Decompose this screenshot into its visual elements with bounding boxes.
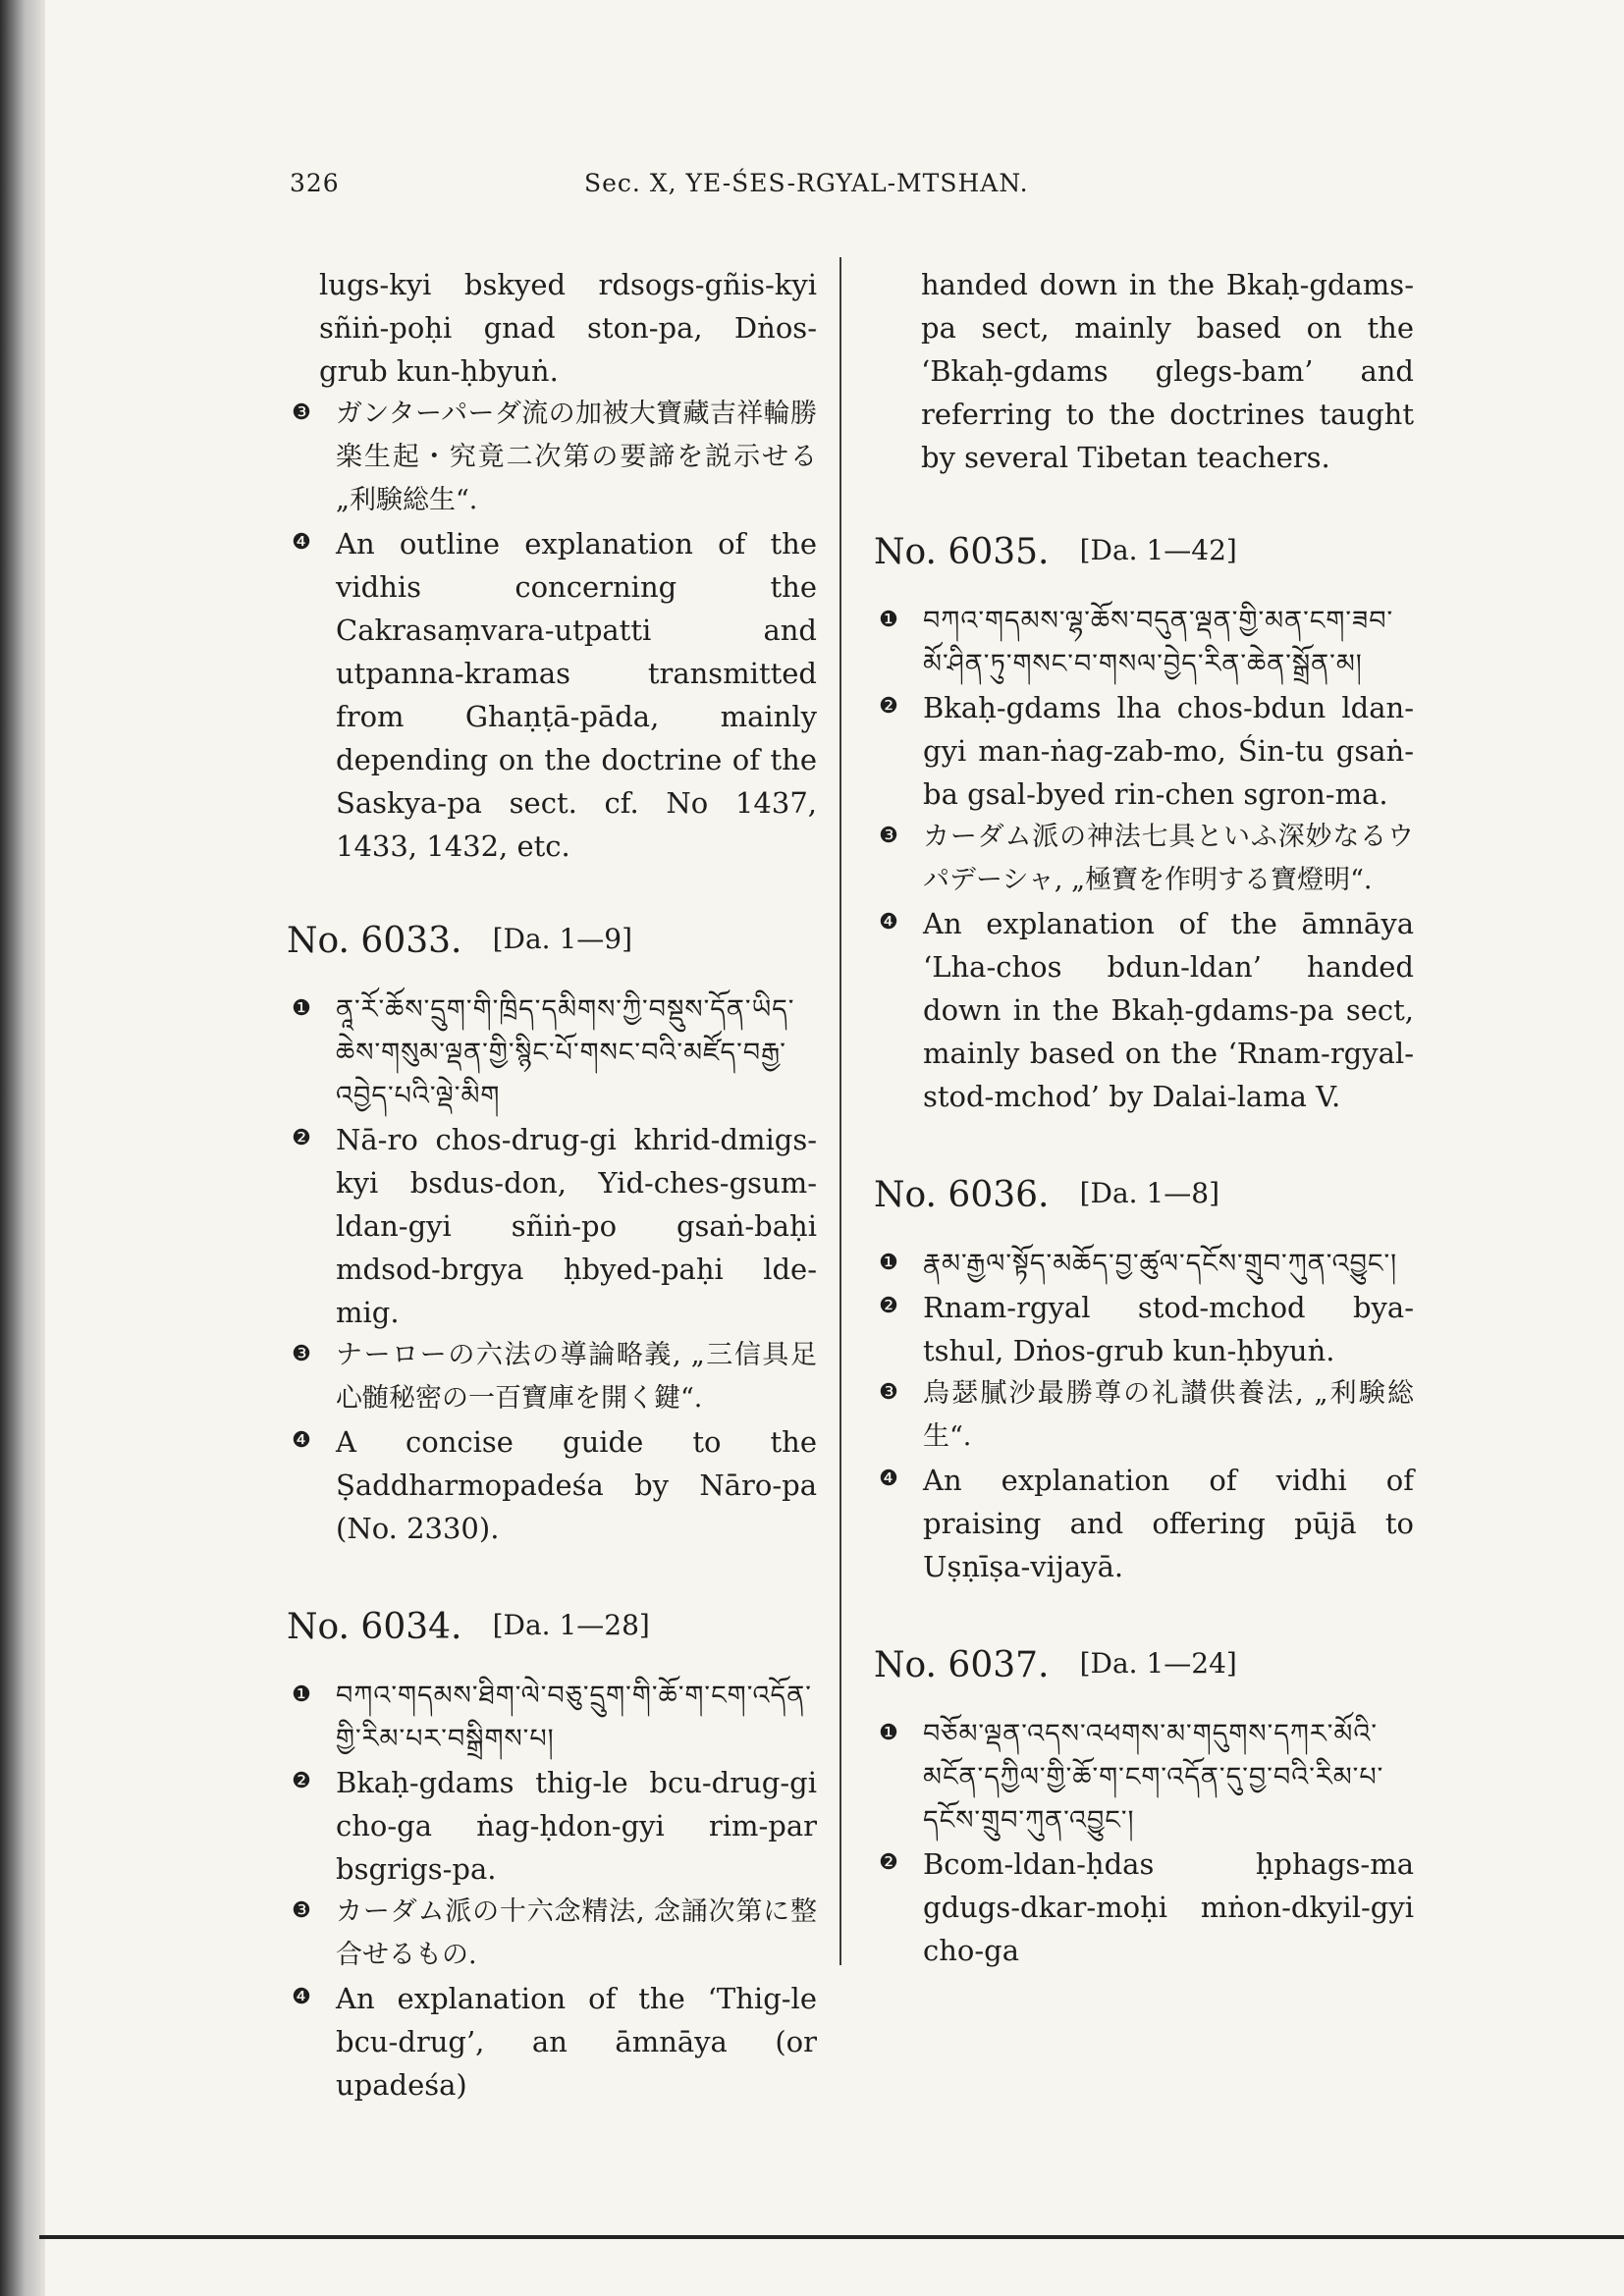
list-item: [874, 1372, 1414, 1459]
book-spine-shadow: [0, 0, 45, 2296]
marker-1-icon: ❶: [879, 1251, 898, 1275]
list-item: [287, 393, 817, 522]
page-number: 326: [290, 169, 340, 197]
list-item: [287, 522, 817, 868]
list-item: [874, 1286, 1414, 1372]
list-item: [874, 816, 1414, 902]
english-description: A concise guide to the Ṣaddharmopadeśa by Nāro-pa (No. 2330).: [336, 1425, 817, 1545]
entry-reference: [Da. 1—9]: [492, 923, 633, 955]
transliterated-title: Bkaḥ-gdams thig-le bcu-drug-gi cho-ga ṅag-ḥdon-gyi rim-par bsgrigs-pa.: [336, 1766, 817, 1886]
entry-number: No. 6036.: [874, 1175, 1050, 1215]
marker-4-icon: ❹: [292, 1428, 311, 1453]
list-item: [874, 600, 1414, 686]
japanese-title: ガンターパーダ流の加被大寶藏吉祥輪勝楽生起・究竟二次第の要諦を説示せる „利験総生“.: [336, 399, 817, 515]
marker-4-icon: ❹: [292, 1985, 311, 2009]
entry-reference: [Da. 1—42]: [1079, 534, 1237, 566]
section-title: Sec. X, YE-ŚES-RGYAL-MTSHAN.: [584, 169, 1029, 197]
entry-number: No. 6037.: [874, 1645, 1050, 1685]
entry-number: No. 6034.: [287, 1607, 462, 1647]
left-column: [287, 263, 817, 2107]
marker-3-icon: ❸: [292, 1898, 311, 1923]
entry-heading: [874, 1645, 1414, 1685]
english-description: An explanation of the ‘Thig-le bcu-drug’, an āmnāya (or upadeśa): [336, 1982, 817, 2102]
continuation-text: lugs-kyi bskyed rdsogs-gñis-kyi sñiṅ-poḥi gnad ston-pa, Dṅos-grub kun-ḥbyuṅ.: [319, 268, 817, 388]
marker-3-icon: ❸: [879, 1380, 898, 1405]
entry-number: No. 6033.: [287, 921, 462, 961]
list-item: [287, 1891, 817, 1977]
marker-4-icon: ❹: [879, 1467, 898, 1491]
list-item: [874, 1713, 1414, 1842]
list-item: [287, 1977, 817, 2107]
column-divider: [839, 257, 841, 1965]
english-description: An outline explanation of the vidhis concerning the Cakrasaṃvara-utpatti and utpanna-kramas transmitted from Ghaṇṭā-pāda, mainly depending on the doctrine of the Saskya-pa sect. cf. No 1437, 1433, 1432, etc.: [336, 527, 817, 863]
list-item: [287, 1761, 817, 1891]
transliterated-title: Rnam-rgyal stod-mchod bya-tshul, Dṅos-grub kun-ḥbyuṅ.: [923, 1291, 1414, 1367]
entry-reference: [Da. 1—8]: [1079, 1177, 1220, 1209]
list-item: [874, 902, 1414, 1118]
list-item: [287, 1118, 817, 1334]
tibetan-title: བཅོམ་ལྡན་འདས་འཕགས་མ་གདུགས་དཀར་མོའི་མངོན་དཀྱིལ་གྱི་ཆོ་ག་ངག་འདོན་དུ་བྱ་བའི་རིམ་པ་དངོས་གྲུབ་ཀུན་འབྱུང་།: [923, 1719, 1384, 1836]
japanese-title: カーダム派の神法七具といふ深妙なるウパデーシャ, „極寶を作明する寶燈明“.: [923, 822, 1414, 895]
continuation-text: handed down in the Bkaḥ-gdams-pa sect, mainly based on the ‘Bkaḥ-gdams glegs-bam’ and referring to the doctrines taught by several Tibetan teachers.: [921, 268, 1414, 474]
tibetan-title: ནཱ་རོ་ཆོས་དྲུག་གི་ཁྲིད་དམིགས་ཀྱི་བསྡུས་དོན་ཡིད་ཆེས་གསུམ་ལྡན་གྱི་སྙིང་པོ་གསང་བའི་མཛོད་བརྒྱ་འབྱེད་པའི་ལྡེ་མིག: [336, 994, 795, 1111]
entry-heading: [874, 532, 1414, 572]
marker-3-icon: ❸: [292, 1342, 311, 1366]
marker-3-icon: ❸: [292, 400, 311, 425]
marker-3-icon: ❸: [879, 824, 898, 848]
marker-1-icon: ❶: [292, 1682, 311, 1707]
marker-2-icon: ❷: [292, 1126, 311, 1150]
list-item: [874, 686, 1414, 816]
entry-heading: [874, 1175, 1414, 1215]
entry-heading: [287, 921, 817, 961]
transliterated-title: Nā-ro chos-drug-gi khrid-dmigs-kyi bsdus-don, Yid-ches-gsum-ldan-gyi sñiṅ-po gsaṅ-baḥi mdsod-brgya ḥbyed-paḥi lde-mig.: [336, 1123, 817, 1329]
list-item: [874, 1459, 1414, 1588]
english-description: An explanation of the āmnāya ‘Lha-chos bdun-ldan’ handed down in the Bkaḥ-gdams-pa sect, mainly based on the ‘Rnam-rgyal-stod-mchod’ by Dalai-lama V.: [923, 907, 1414, 1113]
page-header: [290, 169, 1370, 208]
tibetan-title: བཀའ་གདམས་ལྷ་ཆོས་བདུན་ལྡན་གྱི་མན་ངག་ཟབ་མོ་ཤིན་ཏུ་གསང་བ་གསལ་བྱེད་རིན་ཆེན་སྒྲོན་མ།: [923, 606, 1394, 679]
list-item: [287, 988, 817, 1118]
marker-1-icon: ❶: [879, 608, 898, 632]
list-item: [287, 1675, 817, 1761]
list-item: [287, 1420, 817, 1550]
japanese-title: カーダム派の十六念精法, 念誦次第に整合せるもの.: [336, 1896, 817, 1970]
english-description: An explanation of vidhi of praising and offering pūjā to Uṣṇīṣa-vijayā.: [923, 1464, 1414, 1583]
marker-2-icon: ❷: [879, 1850, 898, 1875]
japanese-title: ナーローの六法の導論略義, „三信具足心髄秘密の一百寶庫を開く鍵“.: [336, 1340, 817, 1414]
marker-4-icon: ❹: [292, 530, 311, 555]
marker-2-icon: ❷: [292, 1769, 311, 1793]
entry-heading: [287, 1607, 817, 1647]
marker-2-icon: ❷: [879, 1294, 898, 1318]
entry-number: No. 6035.: [874, 532, 1050, 572]
japanese-title: 烏瑟膩沙最勝尊の礼讃供養法, „利験総生“.: [923, 1378, 1414, 1452]
list-item: [287, 1334, 817, 1420]
list-item: [874, 1842, 1414, 1972]
marker-1-icon: ❶: [879, 1721, 898, 1745]
page-bottom-edge: [39, 2235, 1624, 2239]
tibetan-title: བཀའ་གདམས་ཐིག་ལེ་བཅུ་དྲུག་གི་ཆོ་ག་ངག་འདོན་གྱི་རིམ་པར་བསྒྲིགས་པ།: [336, 1681, 812, 1754]
entry-reference: [Da. 1—28]: [492, 1609, 650, 1641]
marker-4-icon: ❹: [879, 910, 898, 934]
list-item: [874, 1243, 1414, 1286]
tibetan-title: རྣམ་རྒྱལ་སྟོད་མཆོད་བྱ་ཚུལ་དངོས་གྲུབ་ཀུན་འབྱུང་།: [923, 1249, 1398, 1279]
transliterated-title: Bcom-ldan-ḥdas ḥphags-ma gdugs-dkar-moḥi mṅon-dkyil-gyi cho-ga: [923, 1847, 1414, 1967]
transliterated-title: Bkaḥ-gdams lha chos-bdun ldan-gyi man-ṅag-zab-mo, Śin-tu gsaṅ-ba gsal-byed rin-chen sgron-ma.: [923, 691, 1414, 811]
entry-reference: [Da. 1—24]: [1079, 1647, 1237, 1680]
marker-2-icon: ❷: [879, 694, 898, 719]
marker-1-icon: ❶: [292, 996, 311, 1021]
right-column: [874, 263, 1414, 1972]
